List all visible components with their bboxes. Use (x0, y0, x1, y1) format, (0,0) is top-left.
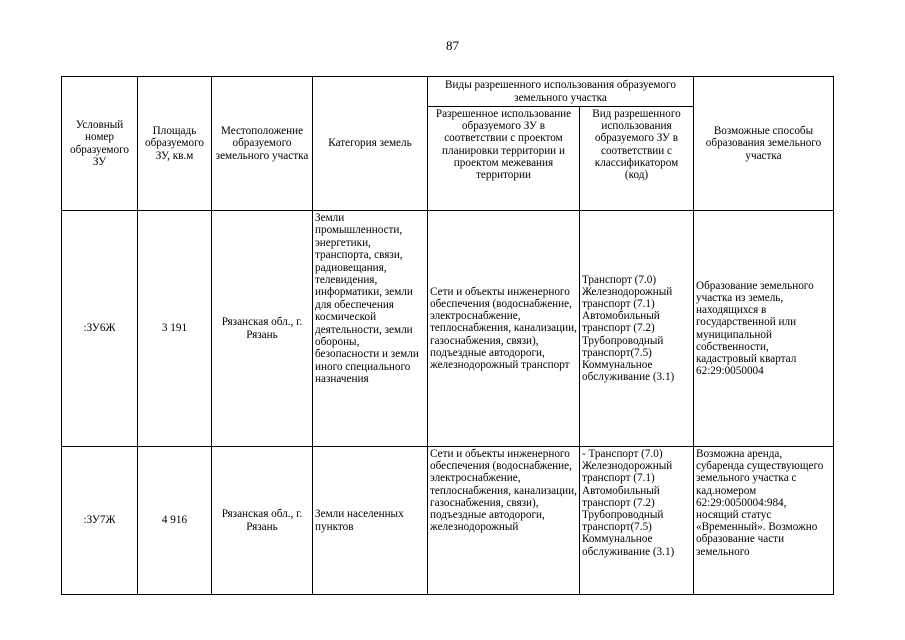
cell-location: Рязанская обл., г. Рязань (212, 447, 313, 595)
cell-permitted-use: Сети и объекты инженерного обеспечения (водоснабжение, электроснабжение, теплоснабжения, канализации, газоснабжения, связи), подъездные автодороги, железнодорожный транспорт (428, 211, 580, 447)
header-formation-methods: Возможные способы образования земельного участка (694, 77, 834, 211)
cell-area: 4 916 (138, 447, 212, 595)
cell-formation-methods: Возможна аренда, субаренда существующего земельного участка с кад.номером 62:29:0050004:984, носящий статус «Временный». Возможно образование части земельного (694, 447, 834, 595)
header-row-1 (62, 77, 834, 107)
table-row (62, 211, 834, 447)
header-land-category: Категория земель (313, 77, 428, 211)
header-area: Площадь образуемого ЗУ, кв.м (138, 77, 212, 211)
land-plots-table (61, 76, 834, 595)
header-permitted-use-group: Виды разрешенного использования образуемого земельного участка (428, 77, 694, 107)
page-number: 87 (446, 38, 459, 53)
cell-land-category: Земли населенных пунктов (313, 447, 428, 595)
header-location: Местоположение образуемого земельного участка (212, 77, 313, 211)
cell-permitted-use: Сети и объекты инженерного обеспечения (водоснабжение, электроснабжение, теплоснабжения, канализации, газоснабжения, связи), подъездные автодороги, железнодорожный (428, 447, 580, 595)
cell-use-codes: Транспорт (7.0) Железнодорожный транспорт (7.1) Автомобильный транспорт (7.2) Трубопроводный транспорт(7.5) Коммунальное обслуживание (3.1) (580, 211, 694, 447)
cell-location: Рязанская обл., г. Рязань (212, 211, 313, 447)
header-use-classifier-code: Вид разрешенного использования образуемого ЗУ в соответствии с классификатором (код) (580, 107, 694, 211)
cell-land-category: Земли промышленности, энергетики, транспорта, связи, радиовещания, телевидения, информатики, земли для обеспечения космической деятельности, земли обороны, безопасности и земли иного специального назначения (313, 211, 428, 447)
header-plot-number: Условный номер образуемого ЗУ (62, 77, 138, 211)
cell-use-codes: - Транспорт (7.0) Железнодорожный транспорт (7.1) Автомобильный транспорт (7.2) Трубопроводный транспорт(7.5) Коммунальное обслуживание (3.1) (580, 447, 694, 595)
cell-plot-number: :ЗУ6Ж (62, 211, 138, 447)
cell-plot-number: :ЗУ7Ж (62, 447, 138, 595)
header-permitted-use-project: Разрешенное использование образуемого ЗУ в соответствии с проектом планировки территории и проектом межевания территории (428, 107, 580, 211)
cell-formation-methods: Образование земельного участка из земель, находящихся в государственной или муниципальной собственности, кадастровый квартал 62:29:0050004 (694, 211, 834, 447)
table-row (62, 447, 834, 595)
cell-area: 3 191 (138, 211, 212, 447)
